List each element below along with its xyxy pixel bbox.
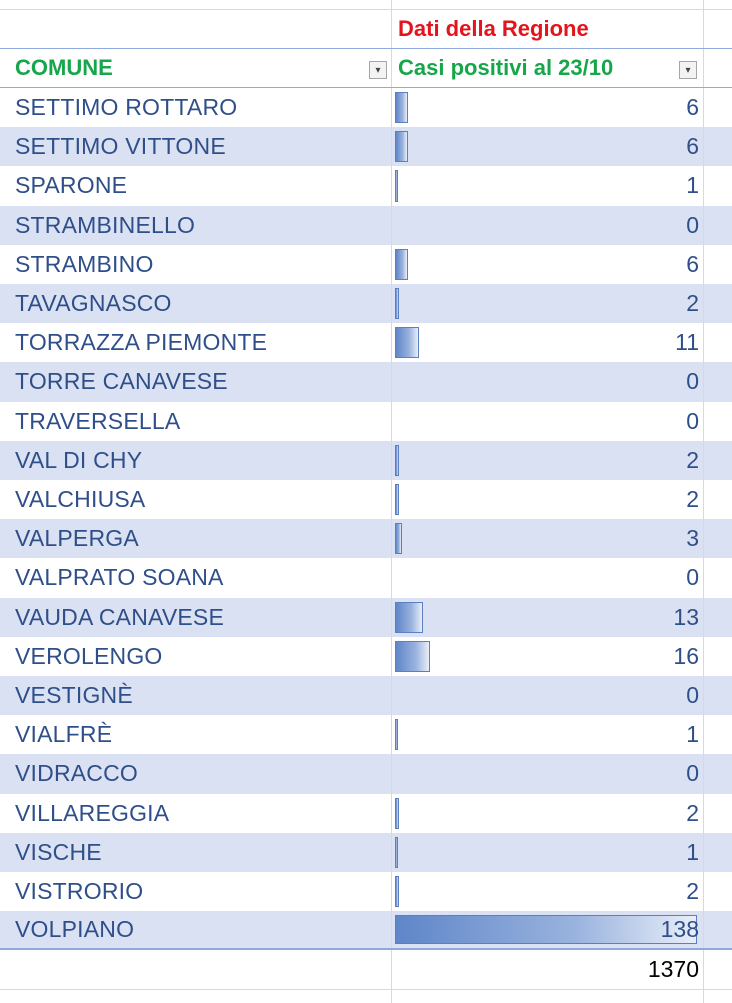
table-row (0, 480, 732, 519)
table-row (0, 715, 732, 754)
total-label-cell[interactable] (10, 950, 392, 989)
bottom-cell-c[interactable] (704, 990, 732, 1003)
table-row (0, 441, 732, 480)
casi-value: 3 (686, 525, 699, 552)
comune-cell[interactable] (10, 833, 392, 872)
table-row (0, 88, 732, 127)
group-title: Dati della Regione (398, 16, 589, 41)
table-row (0, 362, 732, 401)
comune-cell[interactable] (10, 558, 392, 597)
top-cell-b[interactable] (392, 0, 704, 9)
data-bar (395, 719, 398, 750)
casi-cell[interactable] (392, 872, 704, 911)
comune-name: VEROLENGO (15, 642, 163, 669)
casi-value-wrap (392, 284, 703, 323)
header-cell-c[interactable] (704, 49, 732, 87)
comune-name: VILLAREGGIA (15, 799, 170, 826)
comune-cell[interactable] (10, 872, 392, 911)
table-row (0, 833, 732, 872)
table-row (0, 911, 732, 950)
casi-cell[interactable] (392, 558, 704, 597)
casi-cell[interactable] (392, 676, 704, 715)
comune-name: VAUDA CANAVESE (15, 603, 225, 630)
empty-cell[interactable] (704, 206, 732, 245)
empty-cell[interactable] (704, 127, 732, 166)
casi-value-wrap (392, 206, 703, 245)
casi-value: 13 (673, 603, 699, 630)
comune-cell[interactable] (10, 362, 392, 401)
table-row (0, 872, 732, 911)
comune-cell[interactable] (10, 441, 392, 480)
data-bar (395, 249, 408, 280)
table-row (0, 166, 732, 205)
sort-filter-icon[interactable]: ▾ (369, 61, 387, 79)
comune-cell[interactable] (10, 402, 392, 441)
casi-value-wrap (392, 598, 703, 637)
casi-value-wrap (392, 911, 703, 948)
comune-name: VAL DI CHY (15, 446, 143, 473)
comune-cell[interactable] (10, 480, 392, 519)
group-title-cell[interactable] (392, 10, 704, 48)
spreadsheet-top-row (0, 0, 732, 10)
top-cell-c[interactable] (704, 0, 732, 9)
casi-value-wrap (392, 441, 703, 480)
table-row (0, 127, 732, 166)
comune-cell[interactable] (10, 715, 392, 754)
casi-cell[interactable] (392, 637, 704, 676)
comune-name: SPARONE (15, 172, 128, 199)
casi-cell[interactable] (392, 833, 704, 872)
casi-value: 0 (686, 368, 699, 395)
empty-cell[interactable] (704, 323, 732, 362)
empty-cell[interactable] (704, 754, 732, 793)
data-bar (395, 798, 399, 829)
data-bar (395, 523, 402, 554)
casi-value-wrap (392, 480, 703, 519)
data-bar (395, 170, 398, 201)
empty-cell[interactable] (704, 872, 732, 911)
empty-cell[interactable] (704, 676, 732, 715)
casi-value: 6 (686, 250, 699, 277)
header-casi: Casi positivi al 23/10 (398, 55, 614, 80)
data-bar (395, 602, 423, 633)
dropdown-filter-icon[interactable]: ▾ (679, 61, 697, 79)
total-value-cell[interactable] (392, 950, 704, 989)
comune-name: VIDRACCO (15, 760, 139, 787)
comune-name: STRAMBINELLO (15, 211, 196, 238)
data-bar (395, 484, 399, 515)
empty-cell[interactable] (704, 715, 732, 754)
empty-cell[interactable] (704, 88, 732, 127)
casi-value: 1 (686, 838, 699, 865)
casi-cell[interactable] (392, 284, 704, 323)
table-row (0, 245, 732, 284)
data-bar (395, 92, 408, 123)
table-row (0, 754, 732, 793)
comune-cell[interactable] (10, 323, 392, 362)
casi-cell[interactable] (392, 206, 704, 245)
comune-cell[interactable] (10, 127, 392, 166)
comune-cell[interactable] (10, 794, 392, 833)
casi-value: 6 (686, 94, 699, 121)
casi-value-wrap (392, 127, 703, 166)
empty-cell[interactable] (704, 794, 732, 833)
casi-value: 0 (686, 211, 699, 238)
total-row (0, 950, 732, 990)
data-bar (395, 641, 430, 672)
comune-cell[interactable] (10, 245, 392, 284)
comune-name: TORRAZZA PIEMONTE (15, 329, 268, 356)
table-row (0, 402, 732, 441)
comune-name: SETTIMO VITTONE (15, 133, 226, 160)
comune-name: TRAVERSELLA (15, 407, 181, 434)
casi-cell[interactable] (392, 794, 704, 833)
comune-name: VOLPIANO (15, 916, 135, 943)
casi-value-wrap (392, 794, 703, 833)
empty-cell[interactable] (704, 598, 732, 637)
comune-name: VALCHIUSA (15, 486, 146, 513)
empty-cell[interactable] (704, 519, 732, 558)
comune-name: SETTIMO ROTTARO (15, 94, 238, 121)
casi-value: 0 (686, 564, 699, 591)
table-row (0, 206, 732, 245)
casi-cell[interactable] (392, 480, 704, 519)
table-row (0, 637, 732, 676)
empty-cell[interactable] (704, 833, 732, 872)
comune-cell[interactable] (10, 284, 392, 323)
casi-cell[interactable] (392, 911, 704, 948)
comune-name: TORRE CANAVESE (15, 368, 228, 395)
casi-value: 0 (686, 407, 699, 434)
total-cell-c[interactable] (704, 950, 732, 989)
comune-cell[interactable] (10, 676, 392, 715)
table-row (0, 794, 732, 833)
comune-cell[interactable] (10, 598, 392, 637)
comune-name: VALPRATO SOANA (15, 564, 224, 591)
table-row (0, 284, 732, 323)
data-bar (395, 915, 697, 944)
comune-cell[interactable] (10, 88, 392, 127)
casi-value-wrap (392, 715, 703, 754)
casi-value: 0 (686, 760, 699, 787)
casi-value-wrap (392, 402, 703, 441)
group-title-row (0, 10, 732, 48)
comune-cell[interactable] (10, 637, 392, 676)
casi-value-wrap (392, 558, 703, 597)
casi-cell[interactable] (392, 127, 704, 166)
total-value: 1370 (647, 956, 699, 983)
casi-value: 1 (686, 721, 699, 748)
empty-cell[interactable] (704, 911, 732, 948)
casi-value-wrap (392, 519, 703, 558)
casi-value-wrap (392, 166, 703, 205)
casi-value: 16 (673, 642, 699, 669)
comune-name: TAVAGNASCO (15, 290, 172, 317)
casi-value: 2 (686, 878, 699, 905)
data-bar (395, 445, 399, 476)
casi-value-wrap (392, 362, 703, 401)
casi-value-wrap (392, 88, 703, 127)
comune-cell[interactable] (10, 166, 392, 205)
empty-cell[interactable] (704, 558, 732, 597)
casi-cell[interactable] (392, 598, 704, 637)
casi-value: 2 (686, 290, 699, 317)
bottom-cell-b[interactable] (392, 990, 704, 1003)
casi-cell[interactable] (392, 754, 704, 793)
casi-value: 0 (686, 682, 699, 709)
casi-value-wrap (392, 872, 703, 911)
header-comune-cell[interactable] (10, 49, 392, 87)
spreadsheet-bottom-row (0, 990, 732, 1003)
table-row (0, 598, 732, 637)
empty-cell[interactable] (704, 441, 732, 480)
casi-cell[interactable] (392, 362, 704, 401)
comune-name: VISTRORIO (15, 878, 144, 905)
bottom-cell-a[interactable] (10, 990, 392, 1003)
casi-value: 6 (686, 133, 699, 160)
data-bar (395, 837, 398, 868)
empty-cell[interactable] (704, 480, 732, 519)
empty-cell[interactable] (704, 284, 732, 323)
casi-cell[interactable] (392, 519, 704, 558)
casi-value: 2 (686, 446, 699, 473)
casi-value-wrap (392, 245, 703, 284)
casi-cell[interactable] (392, 245, 704, 284)
comune-cell[interactable] (10, 519, 392, 558)
data-bar (395, 288, 399, 319)
casi-cell[interactable] (392, 402, 704, 441)
table-header-row (0, 48, 732, 88)
comune-name: VISCHE (15, 838, 102, 865)
title-row-cell-a[interactable] (10, 10, 392, 48)
casi-value: 138 (660, 916, 699, 943)
empty-cell[interactable] (704, 245, 732, 284)
data-bar (395, 876, 399, 907)
casi-cell[interactable] (392, 715, 704, 754)
casi-cell[interactable] (392, 166, 704, 205)
title-row-cell-c[interactable] (704, 10, 732, 48)
comune-cell[interactable] (10, 911, 392, 948)
casi-cell[interactable] (392, 88, 704, 127)
casi-value-wrap (392, 833, 703, 872)
top-cell-a[interactable] (10, 0, 392, 9)
table-row (0, 323, 732, 362)
comune-cell[interactable] (10, 754, 392, 793)
casi-cell[interactable] (392, 323, 704, 362)
table-row (0, 519, 732, 558)
header-casi-cell[interactable] (392, 49, 704, 87)
data-bar (395, 131, 408, 162)
table-row (0, 558, 732, 597)
casi-value: 11 (675, 329, 699, 356)
empty-cell[interactable] (704, 362, 732, 401)
data-bar (395, 327, 419, 358)
empty-cell[interactable] (704, 166, 732, 205)
table-row (0, 676, 732, 715)
casi-value: 2 (686, 799, 699, 826)
casi-value-wrap (392, 754, 703, 793)
comune-name: VIALFRÈ (15, 721, 113, 748)
casi-value: 1 (686, 172, 699, 199)
empty-cell[interactable] (704, 402, 732, 441)
comune-name: VESTIGNÈ (15, 682, 133, 709)
casi-value-wrap (392, 676, 703, 715)
comune-cell[interactable] (10, 206, 392, 245)
empty-cell[interactable] (704, 637, 732, 676)
casi-value-wrap (392, 323, 703, 362)
casi-cell[interactable] (392, 441, 704, 480)
header-comune: COMUNE (15, 55, 113, 80)
comune-name: STRAMBINO (15, 250, 154, 277)
casi-value-wrap (392, 637, 703, 676)
casi-value: 2 (686, 486, 699, 513)
comune-name: VALPERGA (15, 525, 139, 552)
